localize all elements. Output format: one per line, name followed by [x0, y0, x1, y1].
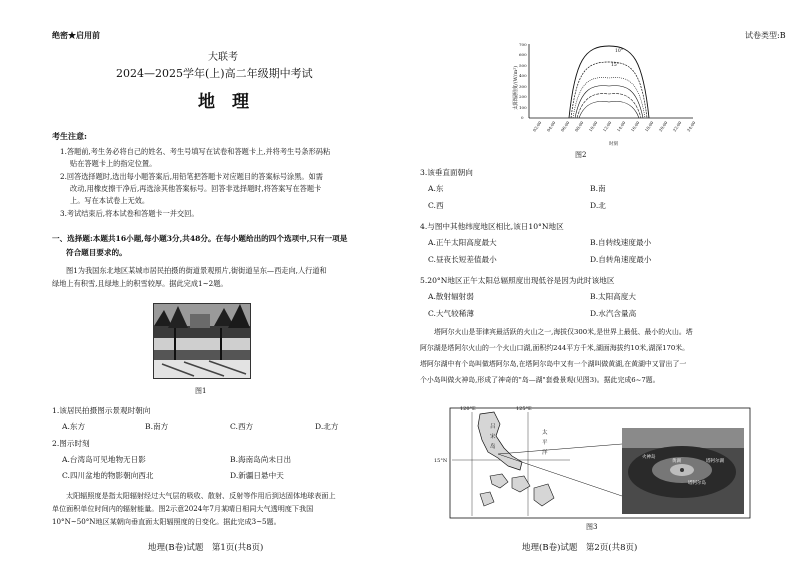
curve-15n: [571, 62, 647, 118]
y-tick: 400: [519, 73, 527, 78]
q5-option: A.散射辐射弱: [428, 292, 474, 301]
subject-title: 地 理: [198, 92, 249, 112]
x-tick: 18:00: [643, 120, 655, 133]
exam-title: 2024—2025学年(上)高二年级期中考试: [116, 67, 313, 80]
q5-stem: 5.20°N地区正午太阳总辐照度出现低谷是因为此时该地区: [420, 276, 615, 285]
map-char: 宋: [490, 434, 496, 440]
y-tick: 100: [519, 105, 527, 110]
q1-option: B.南方: [145, 422, 169, 431]
x-tick: 16:00: [629, 120, 641, 133]
q3-option: A.东: [428, 184, 444, 193]
notice-line: 贴在答题卡上的指定位置。: [70, 159, 157, 168]
curve-40n: [577, 94, 641, 118]
notice-line: 改动,用橡皮擦干净后,再选涂其他答案标号。回答非选择题时,将答案写在答题卡: [70, 184, 322, 193]
secret-label: 绝密★启用前: [52, 30, 100, 40]
y-tick: 200: [519, 94, 527, 99]
q4-option: D.自转角速度最小: [590, 255, 652, 264]
figure2-chart: [505, 40, 705, 148]
figure2-caption: 图2: [575, 151, 587, 159]
figure1-caption: 图1: [195, 387, 207, 395]
q3-option: D.北: [590, 201, 606, 210]
q1-option: A.东方: [62, 422, 86, 431]
q5-option: D.水汽含量高: [590, 309, 637, 318]
curve-20n: [573, 78, 645, 118]
figure1-street-photo: [153, 303, 251, 379]
q2-stem: 2.图示时刻: [52, 439, 90, 448]
q5-option: B.太阳高度大: [590, 292, 636, 301]
photo-label: 塔阿尔湖: [706, 459, 724, 464]
q4-option: A.正午太阳高度最大: [428, 238, 497, 247]
page-footer-1: 地理(B卷)试题 第1页(共8页): [148, 543, 264, 553]
q3-stem: 3.该垂直面朝向: [420, 168, 473, 177]
q3-option: C.西: [428, 201, 444, 210]
intro-line: 图1为我国东北地区某城市居民拍摄的街道景观照片,街街道呈东—西走向,人行道和: [66, 266, 327, 275]
page-footer-2: 地理(B卷)试题 第2页(共8页): [522, 543, 638, 553]
lat-label-15n: 15°N: [434, 458, 448, 464]
q4-option: B.自转线速度最小: [590, 238, 652, 247]
q1-option: C.西方: [230, 422, 254, 431]
curve-label: 10°: [615, 49, 623, 54]
map-char: 岛: [490, 444, 496, 450]
passage3-line: 塔阿尔湖中有个岛叫做塔阿尔岛,在塔阿尔岛中又有一个湖叫做黄湖,在黄湖中又冒出了一: [420, 360, 687, 368]
map-char: 平: [542, 440, 548, 446]
paper-type-label: 试卷类型:B: [745, 31, 786, 40]
notice-heading: 考生注意:: [52, 131, 87, 141]
notice-line: 1.答题前,考生务必将自己的姓名、考生号填写在试卷和答题卡上,并将考生号条形码粘: [60, 147, 331, 156]
curve-50n: [579, 101, 639, 118]
passage3-line: 塔阿尔火山是菲律宾最活跃的火山之一,海拔仅300米,是世界上最低、最小的火山。塔: [434, 328, 693, 336]
figure3: [434, 404, 750, 520]
figure2-xlabel: 时刻: [609, 142, 618, 147]
lon-label-120: 120°E: [460, 406, 476, 412]
right-column: [400, 0, 800, 566]
map-char: 太: [542, 430, 548, 436]
map-char: 洋: [542, 450, 548, 456]
x-tick: 08:00: [573, 120, 585, 133]
q5-option: C.大气较稀薄: [428, 309, 474, 318]
q1-option: D.北方: [315, 422, 339, 431]
x-tick: 24:00: [685, 120, 697, 133]
passage2-line: 10°N~50°N地区某朝向垂直面太阳辐照度的日变化。据此完成3~5题。: [52, 517, 281, 526]
intro-line: 绿地上有积雪,且绿地上的积雪较厚。据此完成1~2题。: [52, 279, 228, 288]
curve-label: 15°: [611, 63, 619, 68]
org-title: 大联考: [208, 52, 238, 63]
q4-option: C.昼夜长短差值最小: [428, 255, 497, 264]
passage3-line: 个小岛叫做火神岛,形成了神奇的"岛—湖"套叠景观(见图3)。据此完成6~7题。: [420, 376, 660, 384]
q3-option: B.南: [590, 184, 606, 193]
passage2-line: 单位面积单位时间内的辐射能量。图2示意2024年7月某晴日相同大气透明度下我国: [52, 504, 314, 513]
photo-sky: [622, 428, 744, 448]
lon-label-125: 125°E: [516, 406, 532, 412]
q4-stem: 4.与图中其他纬度地区相比,该日10°N地区: [420, 222, 564, 231]
figure2-ylabel: 太阳辐照度/(W/m²): [513, 65, 519, 110]
q2-option: A.台湾岛可见地物无日影: [62, 455, 146, 464]
y-tick: 300: [519, 84, 527, 89]
section-heading-2: 符合题目要求的。: [66, 248, 127, 257]
vulcan-island: [680, 468, 684, 472]
x-tick: 06:00: [559, 120, 571, 133]
q2-option: D.新疆日悬中天: [230, 471, 284, 480]
figure3-caption: 图3: [586, 523, 598, 531]
x-tick: 14:00: [615, 120, 627, 133]
map-char: 吕: [490, 424, 496, 430]
y-tick: 700: [519, 42, 527, 47]
x-tick: 22:00: [671, 120, 683, 133]
y-tick: 600: [519, 52, 527, 57]
photo-label: 塔阿尔岛: [688, 481, 706, 486]
q1-stem: 1.该居民拍摄图示景观时朝向: [52, 406, 151, 415]
x-tick: 04:00: [545, 120, 557, 133]
notice-line: 3.考试结束后,将本试卷和答题卡一并交回。: [60, 209, 199, 218]
photo-label: 黄湖: [672, 459, 681, 464]
notice-line: 上。写在本试卷上无效。: [70, 196, 150, 205]
y-tick: 0: [521, 115, 524, 120]
x-tick: 20:00: [657, 120, 669, 133]
y-tick: 500: [519, 63, 527, 68]
notice-line: 2.回答选择题时,选出每小题答案后,用铅笔把答题卡对应题目的答案标号涂黑。如需: [60, 172, 323, 181]
passage3-line: 阿尔湖是塔阿尔火山的一个火山口湖,面积约244平方千米,湖面海拔约10米,湖深170米。: [420, 344, 690, 352]
section-heading: 一、选择题:本题共16小题,每小题3分,共48分。在每小题给出的四个选项中,只有一项是: [52, 234, 348, 243]
x-tick: 02:00: [531, 120, 543, 133]
q2-option: B.海南岛尚未日出: [230, 455, 292, 464]
x-tick: 10:00: [587, 120, 599, 133]
q2-option: C.四川盆地的物影朝向西北: [62, 471, 154, 480]
photo-label: 火神岛: [642, 455, 656, 460]
x-tick: 12:00: [601, 120, 613, 133]
passage2-line: 太阳辐照度是指太阳辐射经过大气层的吸收、散射、反射等作用后到达固体地球表面上: [66, 491, 336, 500]
